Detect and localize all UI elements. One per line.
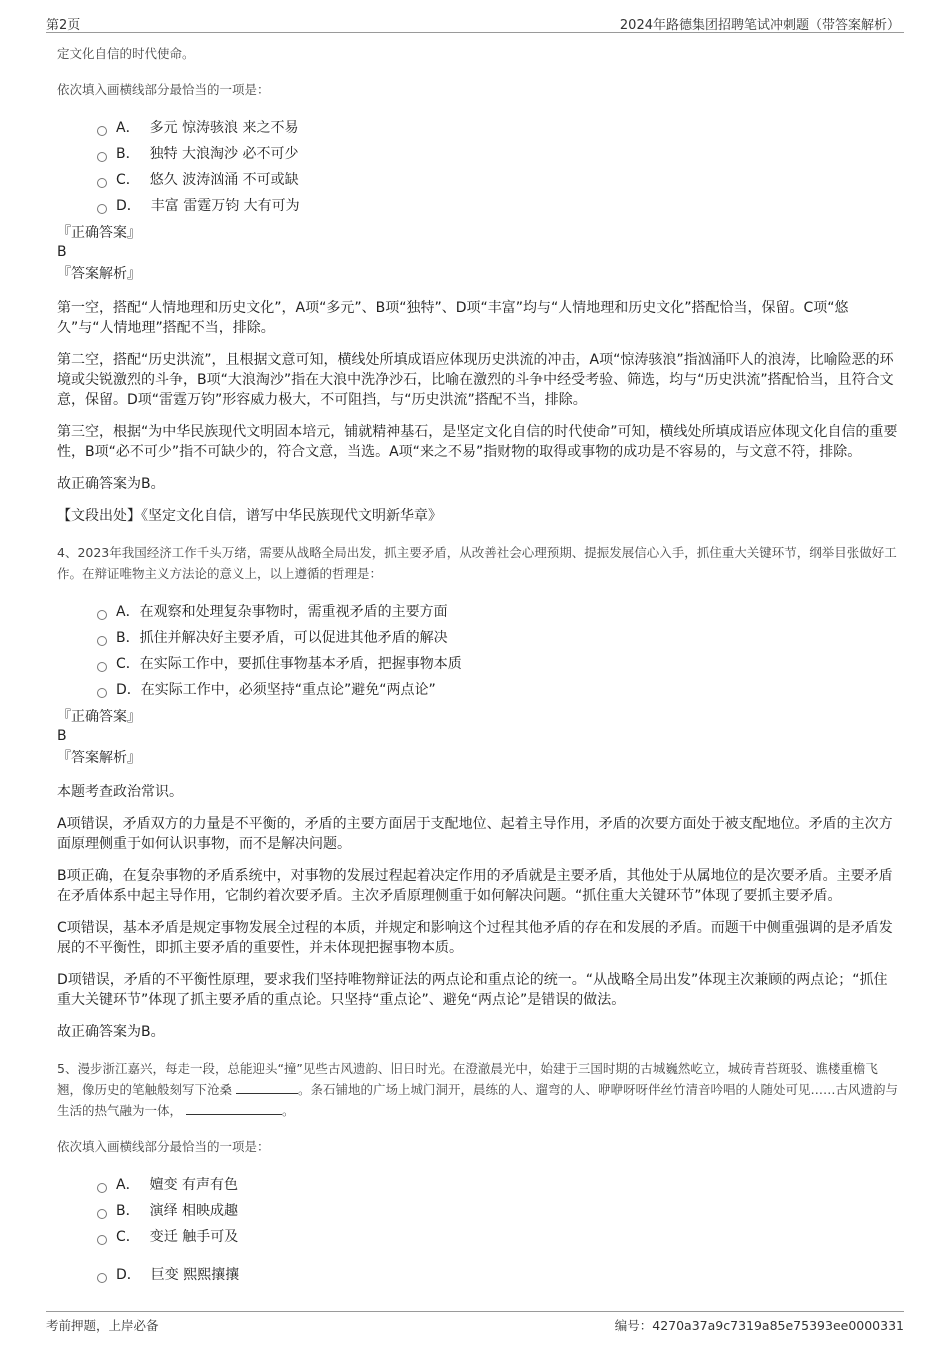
option-text: 巨变 熙熙攘攘 xyxy=(150,1267,240,1283)
option-letter: A． xyxy=(116,1177,140,1193)
q4-question: 4、2023年我国经济工作千头万绪，需要从战略全局出发，抓主要矛盾，从改善社会心理预期、提振发展信心入手，抓住重大关键环节，纲举目张做好工作。在辩证唯物主义方法论的意义上，以上遵循的哲理是： xyxy=(57,545,897,581)
document-title: 2024年路德集团招聘笔试冲刺题（带答案解析） xyxy=(619,18,900,33)
q4-answer-title: 『正确答案』 xyxy=(57,709,141,725)
option-text: 在实际工作中，必须坚持“重点论”避免“两点论” xyxy=(140,682,436,698)
q3-option-c[interactable] xyxy=(97,166,899,192)
q5-question xyxy=(57,1058,899,1121)
radio-icon[interactable] xyxy=(97,152,107,162)
q3-instruction: 依次填入画横线部分最恰当的一项是： xyxy=(57,82,270,97)
option-letter: A． xyxy=(116,120,140,136)
q4-option-d[interactable] xyxy=(97,676,899,702)
q3-source: 【文段出处】《坚定文化自信，谱写中华民族现代文明新华章》 xyxy=(57,508,442,524)
option-text: 在实际工作中，要抓住事物基本矛盾，把握事物本质 xyxy=(139,656,462,672)
q4-analysis-intro: 本题考查政治常识。 xyxy=(57,784,183,800)
option-letter: C． xyxy=(116,656,140,672)
q5-option-d[interactable] xyxy=(97,1261,899,1287)
radio-icon[interactable] xyxy=(97,688,107,698)
option-text: 抓住并解决好主要矛盾，可以促进其他矛盾的解决 xyxy=(139,630,448,646)
page-number: 第2页 xyxy=(46,18,81,33)
fill-blank-2 xyxy=(186,1102,282,1115)
radio-icon[interactable] xyxy=(97,126,107,136)
radio-icon[interactable] xyxy=(97,1235,107,1245)
q3-analysis-3: 第三空，根据“为中华民族现代文明固本培元，铺就精神基石，是坚定文化自信的时代使命”可知，横线处所填成语应体现文化自信的重要性，B项“必不可少”指不可缺少的，符合文意，当选。A项“来之不易”指财物的取得或事物的成功是不容易的，与文意不符，排除。 xyxy=(57,424,898,460)
option-text: 丰富 雷霆万钧 大有可为 xyxy=(150,198,300,214)
q5-question-part3: 。 xyxy=(282,1103,295,1118)
q3-analysis-1: 第一空，搭配“人情地理和历史文化”，A项“多元”、B项“独特”、D项“丰富”均与“人情地理和历史文化”搭配恰当，保留。C项“悠久”与“人情地理”搭配不当，排除。 xyxy=(57,300,849,336)
footer-slogan: 考前押题，上岸必备 xyxy=(46,1318,159,1333)
q3-answer: B xyxy=(57,244,67,260)
q5-options xyxy=(97,1171,899,1287)
q4-answer: B xyxy=(57,728,67,744)
q5-question-part1: 5、漫步浙江嘉兴，每走一段，总能迎头“撞”见些古风遗韵、旧日时光。在澄澈晨光中，始建于三国时期的古城巍然屹立，城砖青苔斑驳、谯楼重檐飞翘，像历史的笔触般刻写下沧桑 xyxy=(57,1061,878,1097)
option-letter: A． xyxy=(116,604,140,620)
q4-analysis-c: C项错误，基本矛盾是规定事物发展全过程的本质，并规定和影响这个过程其他矛盾的存在和发展的矛盾。而题干中侧重强调的是矛盾发展的不平衡性，即抓主要矛盾的重要性，并未体现把握事物本质。 xyxy=(57,920,893,956)
option-letter: C． xyxy=(116,1229,140,1245)
radio-icon[interactable] xyxy=(97,178,107,188)
q5-option-b[interactable] xyxy=(97,1197,899,1223)
q5-question-part2: 。条石铺地的广场上城门洞开，晨练的人、遛弯的人、咿咿呀呀伴丝竹清音吟唱的人随处可见……古风遗韵与生活的热气融为一体， xyxy=(57,1082,899,1118)
option-text: 多元 惊涛骇浪 来之不易 xyxy=(149,120,299,136)
option-letter: D． xyxy=(116,682,141,698)
option-letter: D． xyxy=(116,1267,141,1283)
q3-option-d[interactable] xyxy=(97,192,899,218)
q4-options xyxy=(97,598,899,702)
q3-analysis-title: 『答案解析』 xyxy=(57,266,141,282)
q3-option-b[interactable] xyxy=(97,140,899,166)
q4-conclusion: 故正确答案为B。 xyxy=(57,1024,165,1040)
radio-icon[interactable] xyxy=(97,662,107,672)
option-text: 在观察和处理复杂事物时，需重视矛盾的主要方面 xyxy=(139,604,448,620)
q4-analysis-title: 『答案解析』 xyxy=(57,750,141,766)
q5-instruction: 依次填入画横线部分最恰当的一项是： xyxy=(57,1139,270,1154)
option-letter: D． xyxy=(116,198,141,214)
option-text: 嬗变 有声有色 xyxy=(149,1177,239,1193)
footer-serial: 编号：4270a37a9c7319a85e75393ee0000331 xyxy=(614,1318,904,1333)
q4-option-c[interactable] xyxy=(97,650,899,676)
option-letter: B． xyxy=(116,146,140,162)
page-header xyxy=(46,10,904,33)
option-text: 演绎 相映成趣 xyxy=(149,1203,239,1219)
option-text: 悠久 波涛汹涌 不可或缺 xyxy=(149,172,299,188)
q5-option-c[interactable] xyxy=(97,1223,899,1249)
radio-icon[interactable] xyxy=(97,636,107,646)
radio-icon[interactable] xyxy=(97,610,107,620)
q3-options xyxy=(97,114,899,218)
radio-icon[interactable] xyxy=(97,1273,107,1283)
q3-conclusion: 故正确答案为B。 xyxy=(57,476,165,492)
radio-icon[interactable] xyxy=(97,1209,107,1219)
radio-icon[interactable] xyxy=(97,204,107,214)
q5-option-a[interactable] xyxy=(97,1171,899,1197)
q4-analysis-a: A项错误，矛盾双方的力量是不平衡的，矛盾的主要方面居于支配地位、起着主导作用，矛盾的次要方面处于被支配地位。矛盾的主次方面原理侧重于如何认识事物，而不是解决问题。 xyxy=(57,816,893,852)
fill-blank-1 xyxy=(236,1081,298,1094)
q3-option-a[interactable] xyxy=(97,114,899,140)
q4-option-a[interactable] xyxy=(97,598,899,624)
option-letter: C． xyxy=(116,172,140,188)
q4-option-b[interactable] xyxy=(97,624,899,650)
page-footer xyxy=(46,1311,904,1336)
option-letter: B． xyxy=(116,630,140,646)
option-text: 变迁 触手可及 xyxy=(149,1229,239,1245)
radio-icon[interactable] xyxy=(97,1183,107,1193)
q4-analysis-b: B项正确，在复杂事物的矛盾系统中，对事物的发展过程起着决定作用的矛盾就是主要矛盾，其他处于从属地位的是次要矛盾。主要矛盾在矛盾体系中起主导作用，它制约着次要矛盾。主次矛盾原理侧重于如何解决问题。“抓住重大关键环节”体现了要抓主要矛盾。 xyxy=(57,868,893,904)
q3-tail: 定文化自信的时代使命。 xyxy=(57,46,195,61)
option-text: 独特 大浪淘沙 必不可少 xyxy=(149,146,299,162)
option-letter: B． xyxy=(116,1203,140,1219)
q4-analysis-d: D项错误，矛盾的不平衡性原理，要求我们坚持唯物辩证法的两点论和重点论的统一。“从战略全局出发”体现主次兼顾的两点论；“抓住重大关键环节”体现了抓主要矛盾的重点论。只坚持“重点论”、避免“两点论”是错误的做法。 xyxy=(57,972,888,1008)
q3-answer-title: 『正确答案』 xyxy=(57,225,141,241)
q3-analysis-2: 第二空，搭配“历史洪流”，且根据文意可知，横线处所填成语应体现历史洪流的冲击，A项“惊涛骇浪”指汹涌吓人的浪涛，比喻险恶的环境或尖锐激烈的斗争，B项“大浪淘沙”指在大浪中洗净沙石，比喻在激烈的斗争中经受考验、筛选，均与“历史洪流”搭配恰当，且符合文意，保留。D项“雷霆万钧”形容威力极大，不可阻挡，与“历史洪流”搭配不当，排除。 xyxy=(57,352,894,408)
page-content xyxy=(57,44,899,1287)
